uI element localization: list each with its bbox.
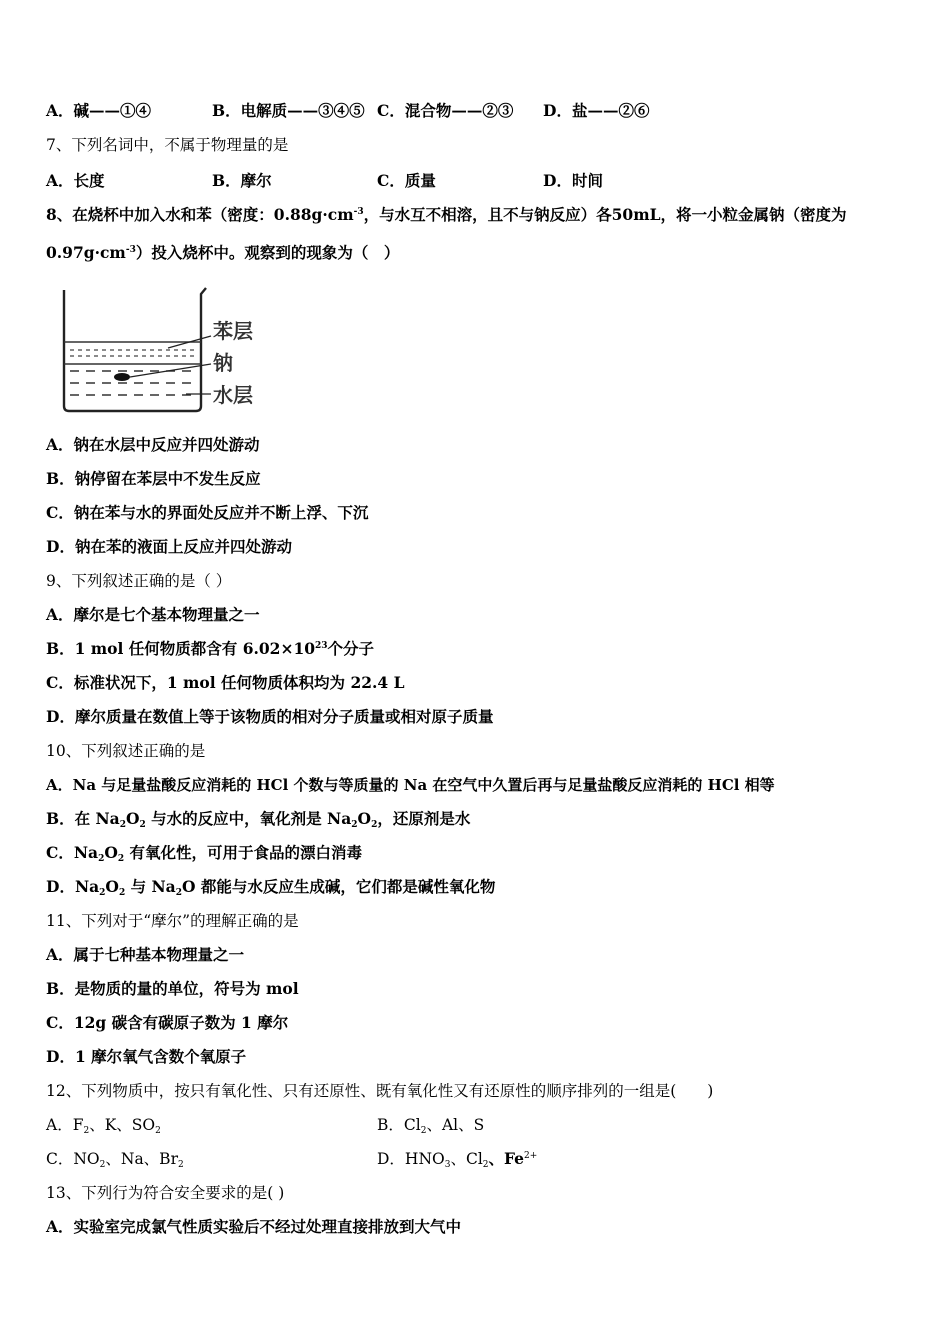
q9-option-d: D．摩尔质量在数值上等于该物质的相对分子质量或相对原子质量 [46,707,494,726]
q9-stem: 9、下列叙述正确的是（ ） [46,572,232,590]
beaker-figure [56,284,276,420]
q8-option-c: C．钠在苯与水的界面处反应并不断上浮、下沉 [46,503,369,522]
q8-option-b: B．钠停留在苯层中不发生反应 [46,469,261,488]
label-water-layer: 水层 [213,383,253,407]
q6-option-c: C．混合物——②③ [377,101,514,120]
q12-option-b: B．$Cl_2$、Al、S [377,1116,485,1136]
q10-stem: 10、下列叙述正确的是 [46,742,206,760]
q8-stem-line2: $0.97g\cdot cm^{-3}$）投入烧杯中。观察到的现象为（ ） [46,243,400,262]
q12-option-a: A．$F_2$、K、$SO_2$ [46,1116,161,1136]
label-benzene-layer: 苯层 [213,319,253,343]
q6-option-a: A．碱——①④ [46,101,152,120]
q9-option-c: C．标准状况下，1 mol 任何物质体积均为 22.4 L [46,673,405,692]
q9-option-a: A．摩尔是七个基本物理量之一 [46,605,260,624]
q10-option-a: A．Na 与足量盐酸反应消耗的 HCl 个数与等质量的 Na 在空气中久置后再与足量盐酸反应消耗的 HCl 相等 [46,776,775,794]
q13-stem: 13、下列行为符合安全要求的是( ) [46,1184,285,1202]
beaker-diagram [56,284,276,420]
q12-option-c: C．$NO_2$、Na、$Br_2$ [46,1150,184,1170]
q7-option-d: D．时间 [543,171,603,190]
q8-option-a: A．钠在水层中反应并四处游动 [46,435,260,454]
q6-option-b: B．电解质——③④⑤ [212,101,365,120]
label-sodium: 钠 [213,351,233,375]
q7-option-c: C．质量 [377,171,436,190]
q7-option-b: B．摩尔 [212,171,272,190]
q7-stem: 7、下列名词中，不属于物理量的是 [46,136,289,154]
q11-option-d: D．1 摩尔氧气含数个氧原子 [46,1047,247,1066]
q10-option-d: D．$Na_2O_2$ 与 $Na_2O$ 都能与水反应生成碱，它们都是碱性氧化物 [46,877,496,898]
q8-option-d: D．钠在苯的液面上反应并四处游动 [46,537,292,556]
q11-stem: 11、下列对于“摩尔”的理解正确的是 [46,912,299,930]
q13-option-a: A．实验室完成氯气性质实验后不经过处理直接排放到大气中 [46,1217,462,1236]
q7-option-a: A．长度 [46,171,105,190]
q9-option-b: B．1 mol 任何物质都含有 $6.02\times 10^{23}$个分子 [46,639,375,658]
sodium-pellet [114,373,130,381]
q12-option-d: D．$HNO_3$、$Cl_2$、$Fe^{2+}$ [377,1149,538,1170]
q8-stem-line1: 8、在烧杯中加入水和苯（密度：$0.88g\cdot cm^{-3}$，与水互不相溶，且不与钠反应）各50mL，将一小粒金属钠（密度为 [46,205,847,224]
q11-option-c: C．12g 碳含有碳原子数为 1 摩尔 [46,1013,289,1032]
q12-stem: 12、下列物质中，按只有氧化性、只有还原性、既有氧化性又有还原性的顺序排列的一组是( ) [46,1082,714,1100]
q11-option-a: A．属于七种基本物理量之一 [46,945,245,964]
q10-option-c: C．$Na_2O_2$ 有氧化性，可用于食品的漂白消毒 [46,843,363,864]
q10-option-b: B．在 $Na_2O_2$ 与水的反应中，氧化剂是 $Na_2O_2$，还原剂是水 [46,809,471,830]
q6-option-d: D．盐——②⑥ [543,101,650,120]
q11-option-b: B．是物质的量的单位，符号为 mol [46,979,299,998]
